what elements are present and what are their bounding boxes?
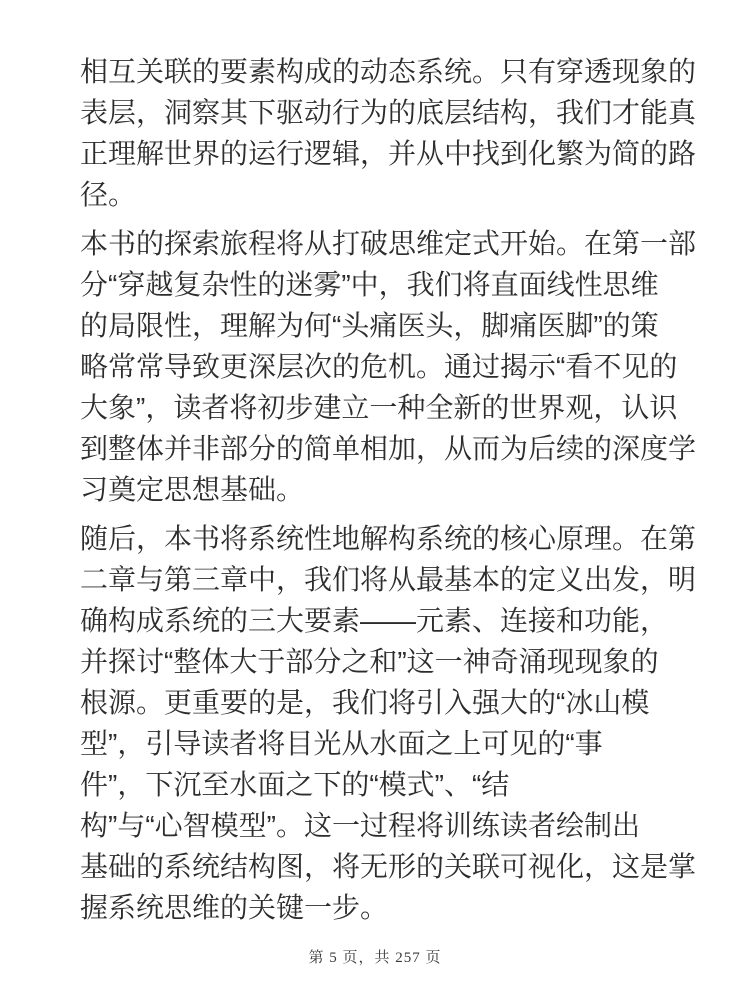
text-line: 本书的探索旅程将从打破思维定式开始。在第一部 (80, 228, 697, 259)
page-footer (0, 946, 750, 967)
text-line: 到整体并非部分的简单相加，从而为后续的深度学 (80, 433, 697, 464)
text-line: 相互关联的要素构成的动态系统。只有穿透现象的 (80, 56, 697, 87)
text-line: 略常常导致更深层次的危机。通过揭示“看不见的 (80, 351, 678, 382)
page-indicator: 第 5 页，共 257 页 (308, 950, 442, 966)
page-text (80, 51, 697, 936)
text-line: 型”，引导读者将目光从水面之上可见的“事 (80, 728, 603, 759)
text-line: 基础的系统结构图，将无形的关联可视化，这是掌 (80, 851, 697, 882)
text-line: 二章与第三章中，我们将从最基本的定义出发，明 (80, 564, 697, 595)
text-line: 习奠定思想基础。 (80, 474, 305, 505)
text-line: 件”，下沉至水面之下的“模式”、“结 (80, 769, 510, 800)
text-line: 分“穿越复杂性的迷雾”中，我们将直面线性思维 (80, 269, 659, 300)
paragraph (80, 51, 697, 215)
text-line: 构”与“心智模型”。这一过程将训练读者绘制出 (80, 810, 640, 841)
text-line: 径。 (80, 179, 137, 210)
paragraph (80, 518, 697, 928)
text-line: 并探讨“整体大于部分之和”这一神奇涌现现象的 (80, 646, 659, 677)
text-line: 正理解世界的运行逻辑，并从中找到化繁为简的路 (80, 138, 697, 169)
text-line: 大象”，读者将初步建立一种全新的世界观，认识 (80, 392, 678, 423)
paragraph (80, 223, 697, 510)
text-line: 随后，本书将系统性地解构系统的核心原理。在第 (80, 523, 697, 554)
text-line: 确构成系统的三大要素——元素、连接和功能， (80, 605, 669, 636)
text-line: 握系统思维的关键一步。 (80, 892, 389, 923)
text-line: 表层，洞察其下驱动行为的底层结构，我们才能真 (80, 97, 697, 128)
text-line: 的局限性，理解为何“头痛医头，脚痛医脚”的策 (80, 310, 659, 341)
text-line: 根源。更重要的是，我们将引入强大的“冰山模 (80, 687, 650, 718)
